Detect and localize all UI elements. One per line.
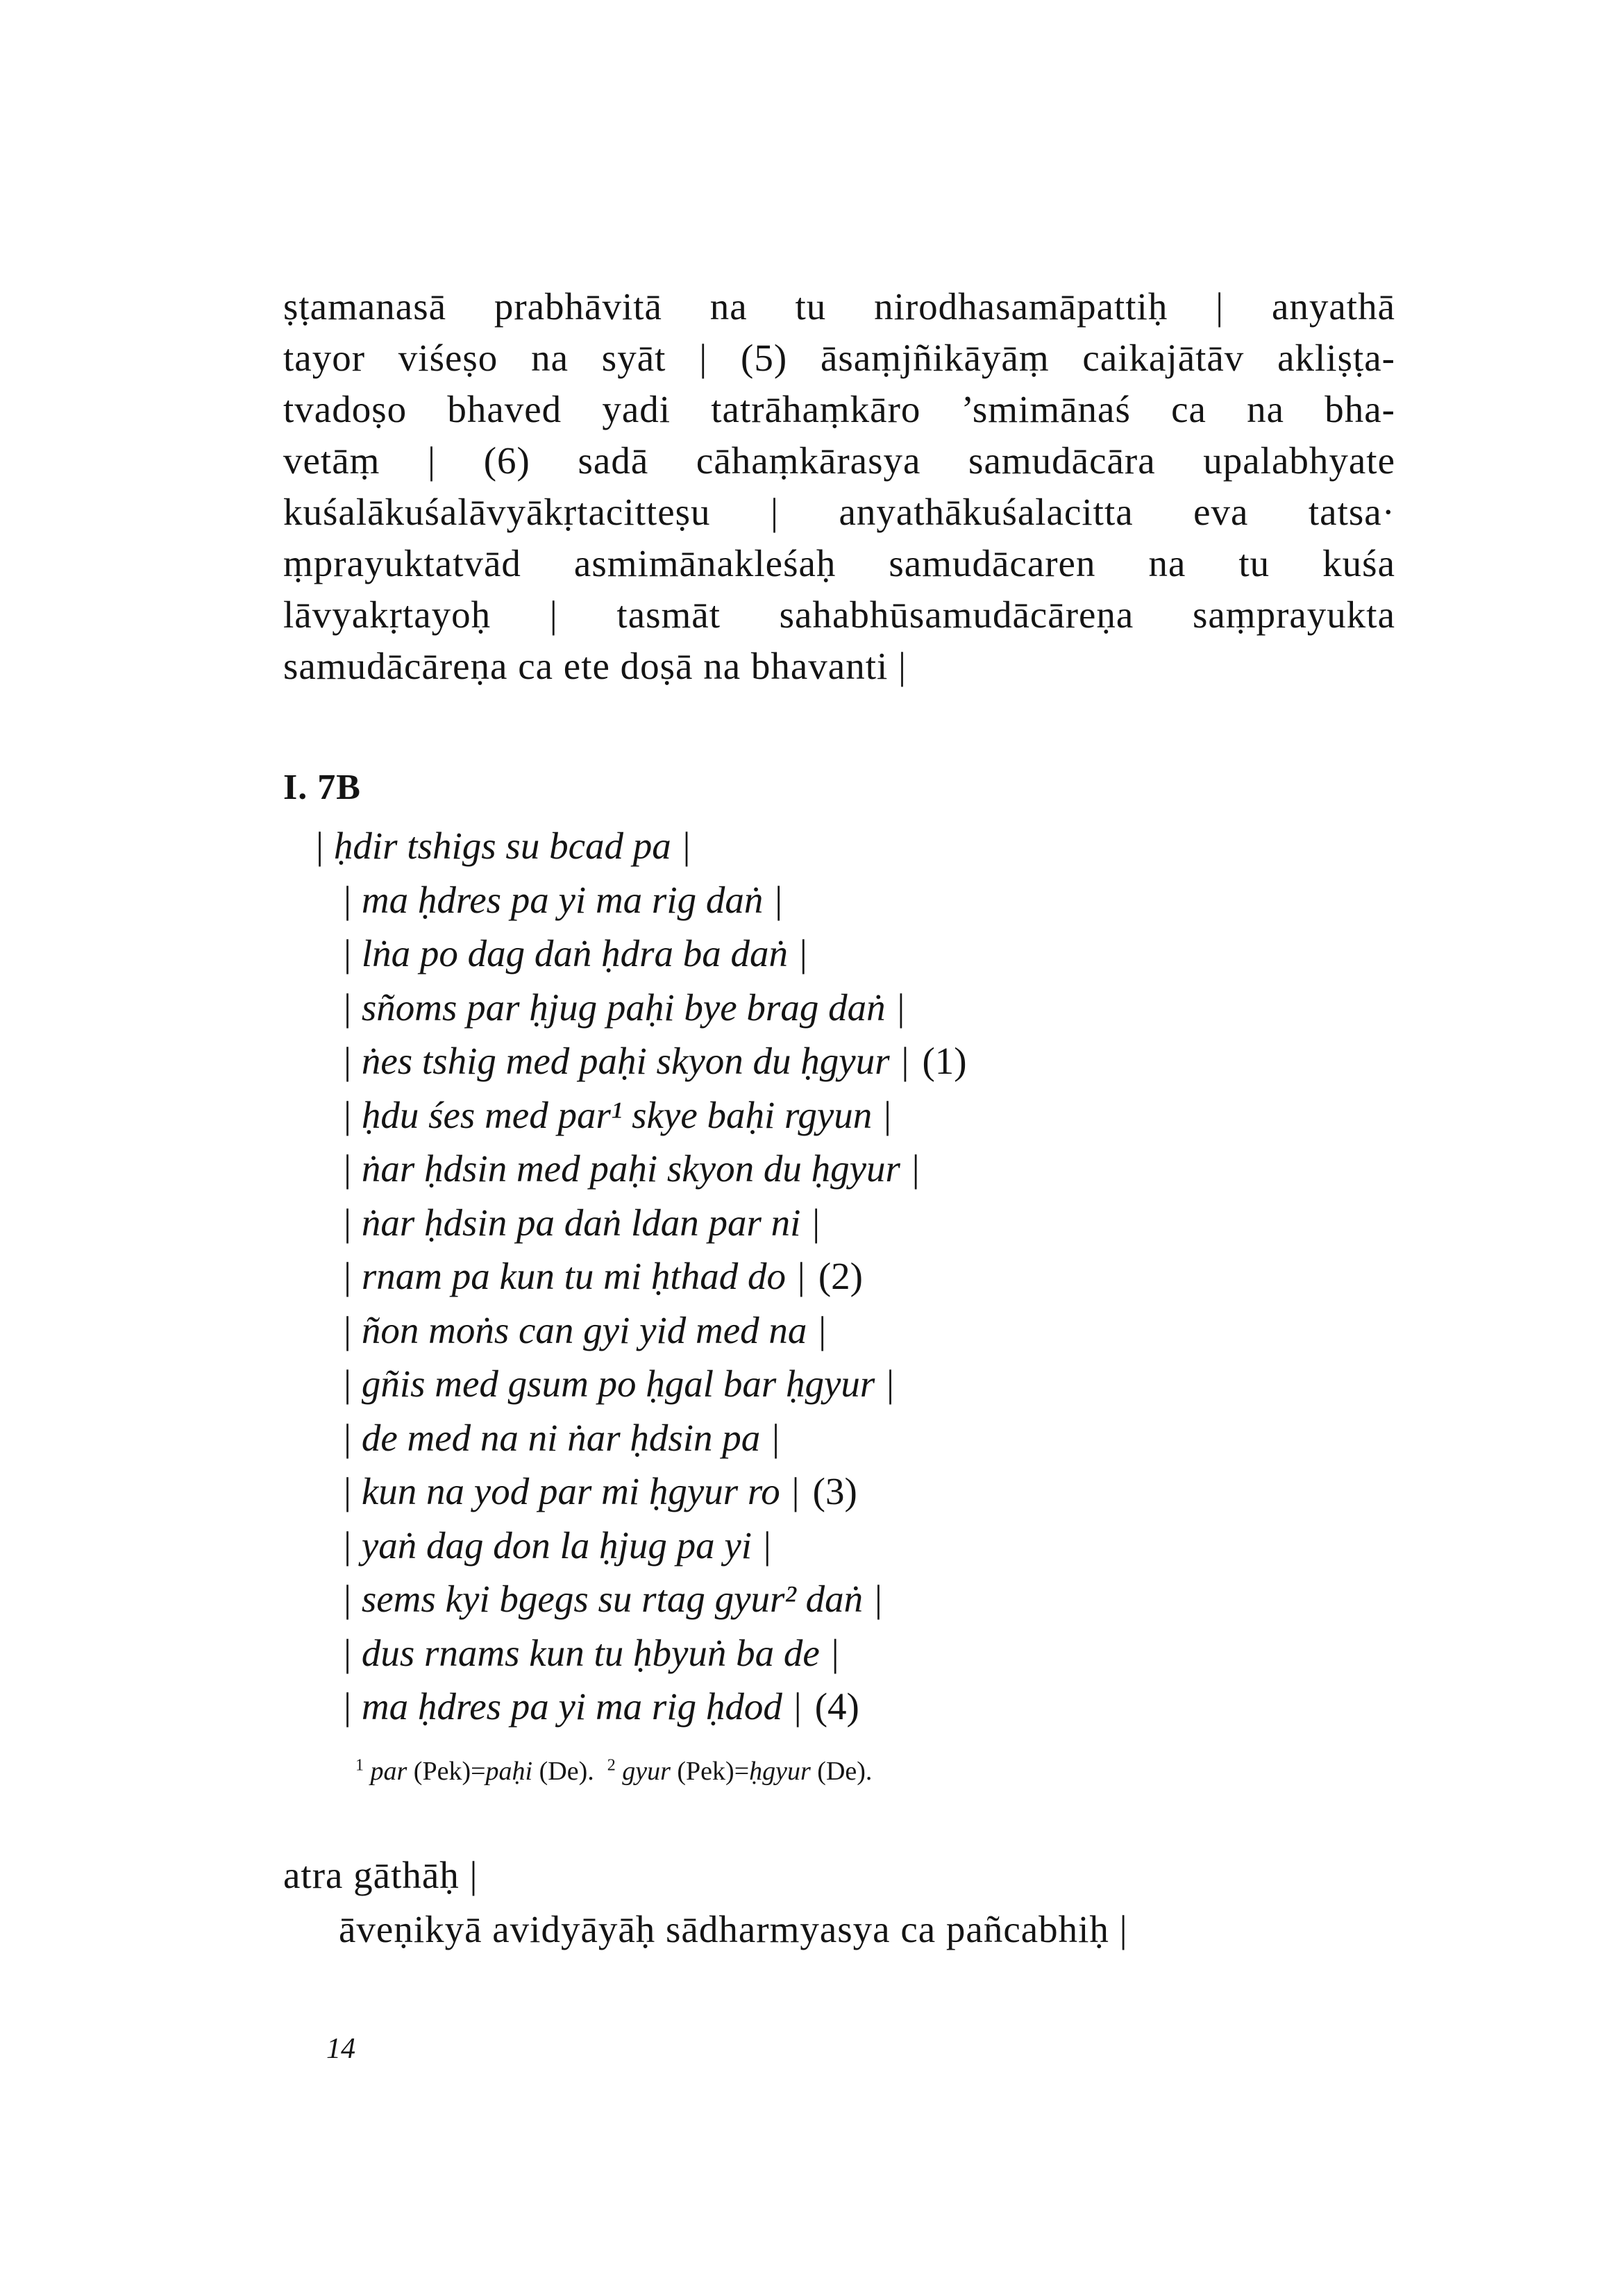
verse-line: [314, 1464, 1216, 1519]
prose-line: kuśalākuśalāvyākṛtacitteṣu | anyathākuśalacitta eva tatsa·: [283, 491, 1395, 533]
page-number: 14: [326, 2033, 355, 2065]
footnote-marker: 2: [607, 1756, 616, 1775]
verse-text: | ṅar ḥdsin pa daṅ ldan par ni |: [342, 1201, 821, 1244]
verse-text: | de med na ni ṅar ḥdsin pa |: [342, 1416, 781, 1459]
verse-text: | ma ḥdres pa yi ma rig ḥdod |: [342, 1685, 802, 1728]
verse-line: [314, 1680, 1216, 1734]
footnote-text: (De).: [817, 1757, 873, 1786]
footnote: [355, 1756, 872, 1787]
prose-line: tayor viśeṣo na syāt | (5) āsaṃjñikāyāṃ caikajātāv akliṣṭa-: [283, 337, 1395, 379]
gatha-line: āveṇikyā avidyāyāḥ sādharmyasya ca pañcabhiḥ |: [339, 1908, 1128, 1950]
verse-line: [314, 927, 1216, 981]
verse-line: [314, 1088, 1216, 1142]
verse-line: [314, 1142, 1216, 1196]
prose-line: vetāṃ | (6) sadā cāhaṃkārasya samudācāra upalabhyate: [283, 439, 1395, 482]
prose-line: samudācāreṇa ca ete doṣā na bhavanti |: [283, 645, 907, 687]
footnote-marker: 1: [355, 1756, 364, 1775]
prose-line: lāvyakṛtayoḥ | tasmāt sahabhūsamudācāreṇa saṃprayukta: [283, 593, 1395, 636]
verse-text: | dus rnams kun tu ḥbyuṅ ba de |: [342, 1631, 840, 1674]
verse-text: | kun na yod par mi ḥgyur ro |: [342, 1470, 800, 1512]
prose-paragraph: [283, 281, 1395, 692]
verse-line: [314, 1626, 1216, 1680]
verse-line: [314, 1357, 1216, 1411]
tibetan-verses: [314, 819, 1216, 1734]
verse-line: [314, 1572, 1216, 1626]
footnote-word: gyur: [622, 1757, 671, 1786]
verse-line: [314, 1411, 1216, 1465]
footnote-word: par: [370, 1757, 407, 1786]
verse-line: [314, 1034, 1216, 1088]
verse-text: | ḥdu śes med par¹ skye baḥi rgyun |: [342, 1093, 893, 1136]
verse-line: [314, 1519, 1216, 1573]
verse-line: [314, 873, 1216, 927]
verse-text: | ṅar ḥdsin med paḥi skyon du ḥgyur |: [342, 1147, 920, 1190]
verse-line: [314, 819, 1216, 873]
verse-text: | sems kyi bgegs su rtag gyur² daṅ |: [342, 1578, 883, 1620]
verse-line: [314, 981, 1216, 1035]
footnote-word: paḥi: [485, 1757, 533, 1786]
verse-number: (2): [818, 1255, 863, 1297]
verse-number: (4): [814, 1685, 859, 1728]
verse-text: | ṅes tshig med paḥi skyon du ḥgyur |: [342, 1040, 910, 1082]
verse-number: (3): [812, 1470, 857, 1512]
footnote-text: (De).: [539, 1757, 594, 1786]
footnote-text: (Pek)=: [413, 1757, 486, 1786]
verse-text: | lṅa po dag daṅ ḥdra ba daṅ |: [342, 932, 808, 974]
prose-line: ṣṭamanasā prabhāvitā na tu nirodhasamāpattiḥ | anyathā: [283, 285, 1395, 328]
verse-line: [314, 1196, 1216, 1250]
atra-line: atra gāthāḥ |: [283, 1854, 478, 1896]
section-heading: I. 7B: [283, 768, 361, 807]
verse-text: | gñis med gsum po ḥgal bar ḥgyur |: [342, 1362, 895, 1405]
verse-text: | ma ḥdres pa yi ma rig daṅ |: [342, 878, 784, 921]
footnote-word: ḥgyur: [749, 1757, 811, 1786]
prose-line: ṃprayuktatvād asmimānakleśaḥ samudācaren na tu kuśa: [283, 542, 1395, 584]
verse-line: [314, 1249, 1216, 1303]
verse-text: | yaṅ dag don la ḥjug pa yi |: [342, 1523, 772, 1567]
verse-text: | sñoms par ḥjug paḥi bye brag daṅ |: [342, 986, 906, 1029]
prose-line: tvadoṣo bhaved yadi tatrāhaṃkāro ’smimānaś ca na bha-: [283, 388, 1395, 430]
verse-number: (1): [922, 1040, 967, 1082]
verse-text: | ñon moṅs can gyi yid med na |: [342, 1308, 827, 1351]
verse-text: | rnam pa kun tu mi ḥthad do |: [342, 1255, 806, 1297]
verse-line: [314, 1303, 1216, 1358]
footnote-text: (Pek)=: [677, 1757, 750, 1786]
verse-text: | ḥdir tshigs su bcad pa |: [314, 825, 691, 867]
